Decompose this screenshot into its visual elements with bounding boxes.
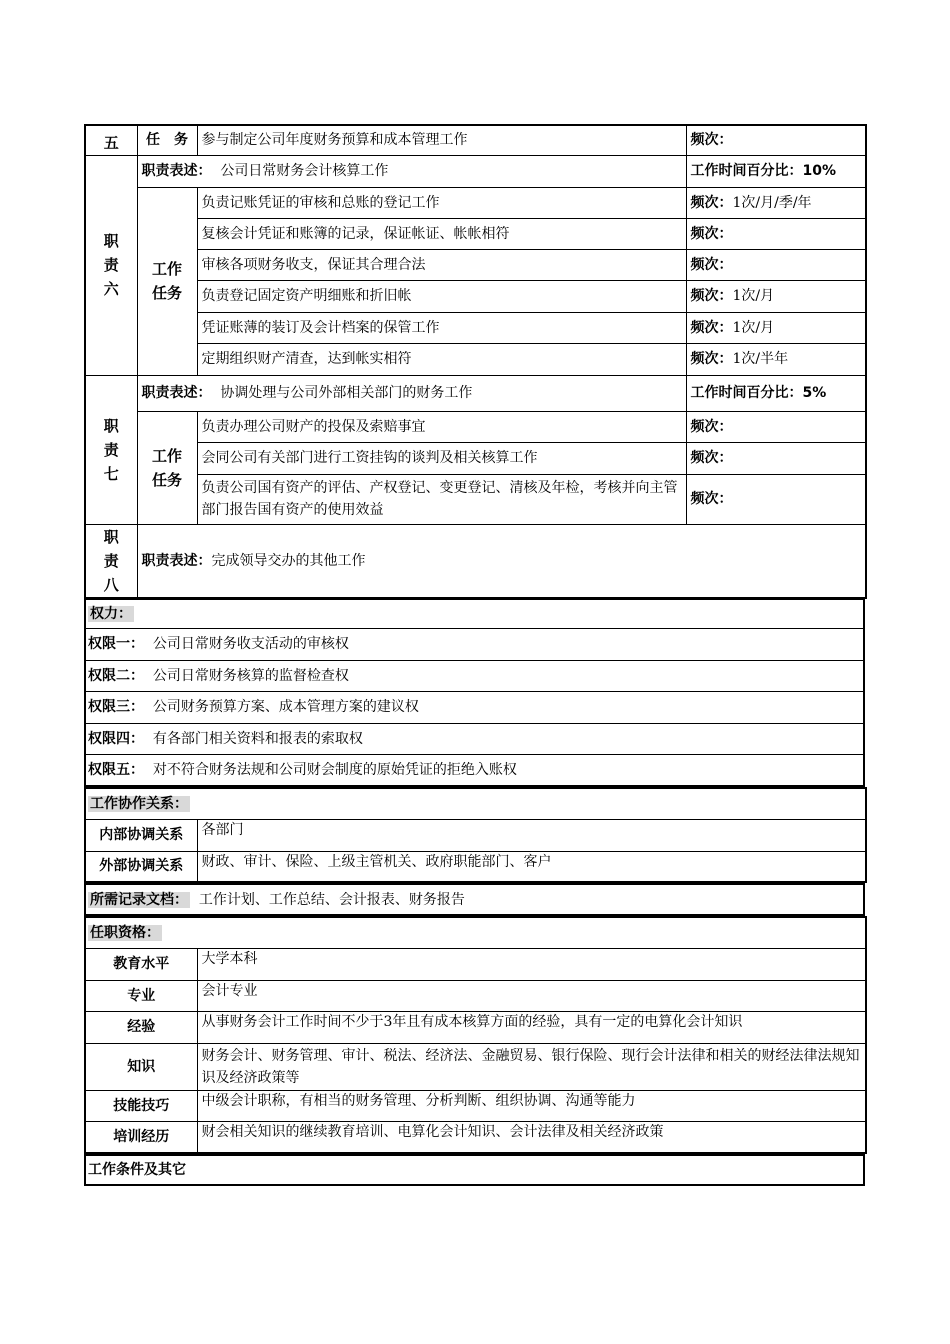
- qualification-value-1: 大学本科: [197, 948, 866, 980]
- duty6-desc: 职责表述： 公司日常财务会计核算工作: [137, 155, 686, 187]
- duty5-freq: 频次：: [686, 125, 866, 155]
- duty6-task-6-freq: 频次：1次/半年: [686, 343, 866, 375]
- internal-coordination-value: 各部门: [197, 819, 866, 851]
- conditions-table: [84, 1154, 865, 1186]
- qualification-label-1: 教育水平: [85, 948, 197, 980]
- qualification-label-4: 知识: [85, 1043, 197, 1090]
- duty7-task-2: 会同公司有关部门进行工资挂钩的谈判及相关核算工作: [197, 442, 686, 474]
- duty5-label: 五: [85, 125, 137, 155]
- job-description-document: [84, 124, 865, 1186]
- qualification-value-3: 从事财务会计工作时间不少于3年且有成本核算方面的经验，具有一定的电算化会计知识: [197, 1011, 866, 1043]
- qualification-label-6: 培训经历: [85, 1121, 197, 1153]
- qualification-table: [84, 916, 867, 1154]
- duty5-task: 参与制定公司年度财务预算和成本管理工作: [197, 125, 686, 155]
- duty6-task-1: 负责记账凭证的审核和总账的登记工作: [197, 187, 686, 218]
- duty7-task-1: 负责办理公司财产的投保及索赔事宜: [197, 411, 686, 442]
- duty6-task-3-freq: 频次：: [686, 249, 866, 280]
- conditions-title: 工作条件及其它: [85, 1155, 864, 1185]
- duty6-label: 职 责 六: [85, 155, 137, 375]
- authority-item-4: 权限四： 有各部门相关资料和报表的索取权: [85, 723, 864, 754]
- external-coordination-value: 财政、审计、保险、上级主管机关、政府职能部门、客户: [197, 851, 866, 882]
- records-table: [84, 883, 865, 916]
- internal-coordination-label: 内部协调关系: [85, 819, 197, 851]
- qualification-label-3: 经验: [85, 1011, 197, 1043]
- duty7-desc: 职责表述： 协调处理与公司外部相关部门的财务工作: [137, 375, 686, 411]
- qualification-label-5: 技能技巧: [85, 1090, 197, 1121]
- authority-title: 权力：: [85, 599, 864, 628]
- authority-item-1: 权限一： 公司日常财务收支活动的审核权: [85, 628, 864, 660]
- qualification-value-5: 中级会计职称，有相当的财务管理、分析判断、组织协调、沟通等能力: [197, 1090, 866, 1121]
- duty5-task-label: 任 务: [137, 125, 197, 155]
- duty6-task-1-freq: 频次：1次/月/季/年: [686, 187, 866, 218]
- duty7-task-3-freq: 频次：: [686, 474, 866, 524]
- duty6-task-4-freq: 频次：1次/月: [686, 280, 866, 312]
- duty6-task-2-freq: 频次：: [686, 218, 866, 249]
- duty7-percent: 工作时间百分比：5%: [686, 375, 866, 411]
- duty6-percent: 工作时间百分比：10%: [686, 155, 866, 187]
- authority-item-5: 权限五： 对不符合财务法规和公司财会制度的原始凭证的拒绝入账权: [85, 754, 864, 786]
- duty7-task-2-freq: 频次：: [686, 442, 866, 474]
- duties-table: [84, 124, 867, 599]
- duty8-label: 职 责 八: [85, 524, 137, 598]
- duty6-tasks-label: 工作 任务: [137, 187, 197, 375]
- authority-item-2: 权限二： 公司日常财务核算的监督检查权: [85, 660, 864, 691]
- qualification-title: 任职资格：: [85, 917, 866, 948]
- cooperation-title: 工作协作关系：: [85, 788, 866, 819]
- duty8-desc: 职责表述：完成领导交办的其他工作: [137, 524, 866, 598]
- qualification-value-4: 财务会计、财务管理、审计、税法、经济法、金融贸易、银行保险、现行会计法律和相关的财经法律法规知识及经济政策等: [197, 1043, 866, 1090]
- duty6-task-5: 凭证账薄的装订及会计档案的保管工作: [197, 312, 686, 343]
- qualification-value-6: 财会相关知识的继续教育培训、电算化会计知识、会计法律及相关经济政策: [197, 1121, 866, 1153]
- duty7-task-1-freq: 频次：: [686, 411, 866, 442]
- external-coordination-label: 外部协调关系: [85, 851, 197, 882]
- duty6-task-6: 定期组织财产清查，达到帐实相符: [197, 343, 686, 375]
- cooperation-table: [84, 787, 867, 883]
- duty6-task-5-freq: 频次：1次/月: [686, 312, 866, 343]
- authority-item-3: 权限三： 公司财务预算方案、成本管理方案的建议权: [85, 691, 864, 723]
- duty6-task-3: 审核各项财务收支，保证其合理合法: [197, 249, 686, 280]
- qualification-value-2: 会计专业: [197, 980, 866, 1011]
- authority-table: [84, 599, 865, 788]
- qualification-label-2: 专业: [85, 980, 197, 1011]
- records-row: 所需记录文档： 工作计划、工作总结、会计报表、财务报告: [85, 884, 864, 915]
- duty7-tasks-label: 工作 任务: [137, 411, 197, 524]
- duty6-task-2: 复核会计凭证和账簿的记录，保证帐证、帐帐相符: [197, 218, 686, 249]
- duty7-task-3: 负责公司国有资产的评估、产权登记、变更登记、清核及年检，考核并向主管部门报告国有资产的使用效益: [197, 474, 686, 524]
- duty7-label: 职 责 七: [85, 375, 137, 524]
- duty6-task-4: 负责登记固定资产明细账和折旧帐: [197, 280, 686, 312]
